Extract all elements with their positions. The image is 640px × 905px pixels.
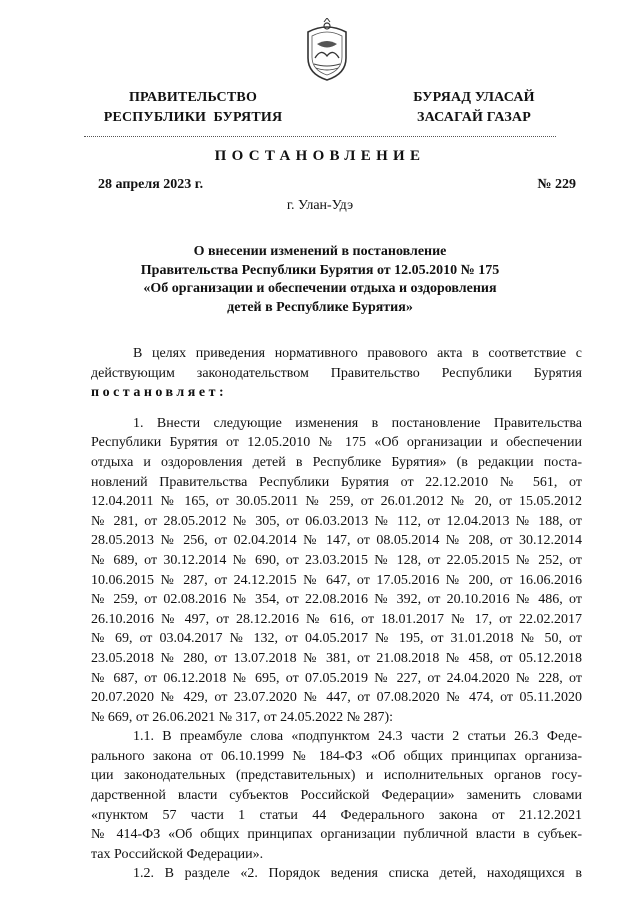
resolves-word: постановляет: [91,385,228,401]
title-line: Правительства Республики Бурятия от 12.05.2010 № 175 [140,262,500,278]
document-number: № 229 [537,177,576,192]
document-body [91,344,582,884]
text-line: № 281, от 28.05.2012 № 305, от 06.03.2013 № 112, от 12.04.2013 № 188, от [91,513,582,529]
text-line: В целях приведения нормативного правового акта в соответствие с [133,346,582,361]
title-line: О внесении изменений в постановление [193,244,447,259]
text-line: 1. Внести следующие изменения в постановление Правительства [133,415,582,431]
org-name-russian [78,88,308,128]
text-line: 10.06.2015 № 287, от 24.12.2015 № 647, от 17.05.2016 № 200, от 16.06.2016 [91,572,582,588]
preamble-paragraph [91,344,582,403]
text-line: 23.05.2018 № 280, от 13.07.2018 № 381, от 21.08.2018 № 458, от 05.12.2018 [91,650,582,666]
republic-coat-of-arms-icon [302,18,352,82]
org-name-line: ПРАВИТЕЛЬСТВО [128,90,258,105]
org-name-line: ЗАСАГАЙ ГАЗАР [416,110,531,125]
text-line: № 69, от 03.04.2017 № 132, от 04.05.2017 № 195, от 31.01.2018 № 50, от [91,631,582,647]
text-line: № 669, от 26.06.2021 № 317, от 24.05.2022 № 287): [91,709,393,725]
text-line: 1.2. В разделе «2. Порядок ведения списка детей, находящихся в [133,866,582,882]
text-line: 20.07.2020 № 429, от 23.07.2020 № 447, от 07.08.2020 № 474, от 05.11.2020 [91,690,582,706]
title-line: «Об организации и обеспечении отдыха и оздоровления [143,281,497,296]
title-line: детей в Республике Бурятия» [227,299,413,315]
text-line: № 687, от 06.12.2018 № 695, от 07.05.2019 № 227, от 24.04.2020 № 228, от [91,670,582,686]
text-line: 1.1. В преамбуле слова «подпунктом 24.3 части 2 статьи 26.3 Феде- [133,729,582,745]
text-line: № 259, от 02.08.2016 № 354, от 22.08.2016 № 392, от 20.10.2016 № 486, от [91,592,582,608]
org-name-buryat [386,88,562,128]
text-line: 26.10.2016 № 497, от 28.12.2016 № 616, от 18.01.2017 № 17, от 22.02.2017 [91,611,582,627]
item-1-1-paragraph [91,727,582,864]
document-title [84,243,556,317]
org-name-line: БУРЯАД УЛАСАЙ [413,90,535,105]
document-city: г. Улан-Удэ [286,198,354,213]
text-line: отдыха и оздоровления детей в Республике Бурятия» (в редакции поста- [91,454,582,470]
text-line: 12.04.2011 № 165, от 30.05.2011 № 259, от 26.01.2012 № 20, от 15.05.2012 [91,494,582,510]
text-line: № 689, от 30.12.2014 № 690, от 23.03.2015 № 128, от 22.05.2015 № 252, от [91,552,582,568]
text-line: ции законодательных (представительных) и исполнительных органов госу- [91,768,582,784]
document-date: 28 апреля 2023 г. [98,177,204,192]
text-line: действующим законодательством Правительство Республики Бурятия [91,365,582,381]
text-line: «пунктом 57 части 1 статьи 44 Федерального закона от 21.12.2021 [91,807,582,823]
text-line: тах Российской Федерации». [91,846,264,862]
text-line: дарственной власти субъектов Российской Федерации» заменить словами [91,788,582,804]
text-line: 28.05.2013 № 256, от 02.04.2014 № 147, от 08.05.2014 № 208, от 30.12.2014 [91,533,582,549]
text-line: новлений Правительства Республики Бурятия от 22.12.2010 № 561, от [91,474,582,490]
org-name-line: РЕСПУБЛИКИ БУРЯТИЯ [103,110,283,125]
text-line: рального закона от 06.10.1999 № 184-ФЗ «Об общих принципах организа- [91,748,582,764]
document-type-heading: ПОСТАНОВЛЕНИЕ [214,148,426,164]
item-1-paragraph [91,414,582,728]
text-line: Республики Бурятия от 12.05.2010 № 175 «Об организации и обеспечении [91,435,582,451]
item-1-2-paragraph [91,864,582,884]
text-line: № 414-ФЗ «Об общих принципах организации публичной власти в субъек- [91,827,582,843]
header-divider [84,136,556,137]
